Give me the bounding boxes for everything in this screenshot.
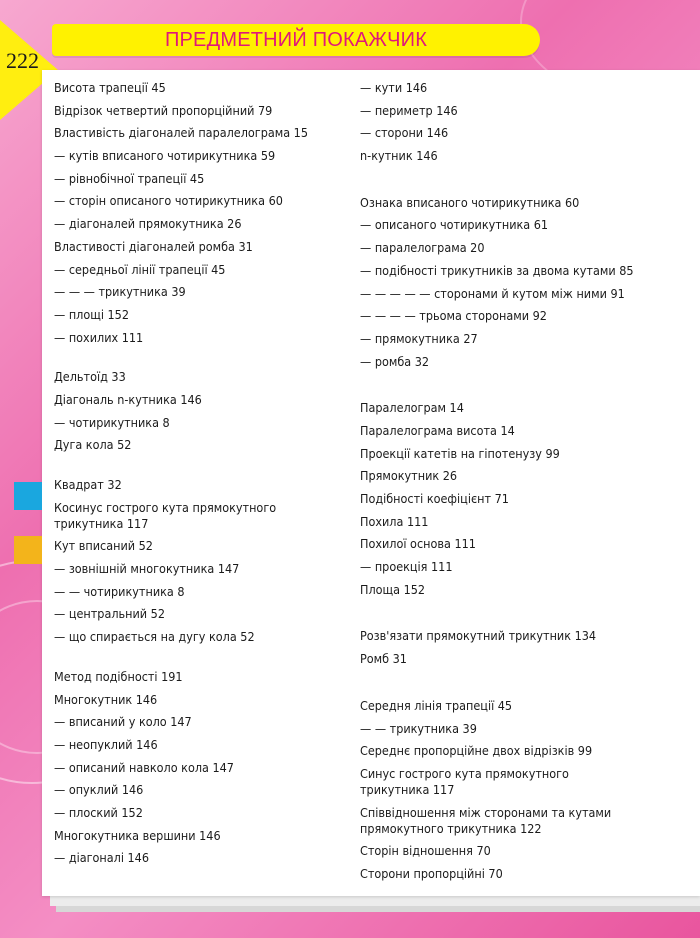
index-entry: — — — трикутника 39 — [54, 284, 186, 300]
index-entry: — — — — — сторонами й кутом між ними 91 — [360, 285, 625, 301]
index-entry: — опуклий 146 — [54, 782, 144, 798]
index-entry: Похилої основа 111 — [360, 536, 476, 552]
index-entry: — неопуклий 146 — [54, 736, 158, 752]
index-entry: Косинус гострого кута прямокутного трикутника 117 — [54, 499, 277, 531]
index-entry: Дуга кола 52 — [54, 437, 132, 453]
index-entry: — периметр 146 — [360, 102, 458, 118]
index-entry: Співвідношення між сторонами та кутами прямокутного трикутника 122 — [360, 804, 612, 836]
index-entry: — вписаний у коло 147 — [54, 714, 192, 730]
index-entry: — що спирається на дугу кола 52 — [54, 629, 255, 645]
index-entry: — середньої лінії трапеції 45 — [54, 261, 226, 277]
index-entry: — — трикутника 39 — [360, 720, 477, 736]
index-entry: — ромба 32 — [360, 353, 430, 369]
index-column-left — [54, 80, 344, 873]
index-entry: Розв'язати прямокутний трикутник 134 — [360, 628, 597, 644]
index-entry: Метод подібності 191 — [54, 668, 183, 684]
index-entry: Квадрат 32 — [54, 477, 122, 492]
index-entry: Властивості діагоналей ромба 31 — [54, 238, 253, 254]
index-entry: Висота трапеції 45 — [54, 80, 166, 95]
index-entry: Паралелограма висота 14 — [360, 422, 515, 438]
index-entry: — кути 146 — [360, 80, 428, 95]
header-banner — [52, 24, 540, 56]
index-entry: — сторін описаного чотирикутника 60 — [54, 193, 283, 209]
index-entry: — — чотирикутника 8 — [54, 583, 185, 599]
index-entry: — описаний навколо кола 147 — [54, 759, 234, 775]
index-entry: — проекція 111 — [360, 559, 453, 575]
index-entry: Площа 152 — [360, 581, 426, 597]
index-entry: Властивість діагоналей паралелограма 15 — [54, 125, 308, 141]
index-entry: — площі 152 — [54, 306, 129, 322]
index-entry: — прямокутника 27 — [360, 330, 478, 346]
index-entry: — центральний 52 — [54, 606, 165, 622]
side-tab-blue — [14, 482, 42, 510]
index-entry: Середня лінія трапеції 45 — [360, 697, 513, 713]
header-title: ПРЕДМЕТНИЙ ПОКАЖЧИК — [164, 28, 428, 51]
index-entry: Проекції катетів на гіпотенузу 99 — [360, 445, 560, 461]
index-entry: Многокутник 146 — [54, 691, 158, 707]
page-number: 222 — [6, 48, 39, 73]
index-entry: — сторони 146 — [360, 125, 449, 141]
index-entry: — чотирикутника 8 — [54, 414, 170, 430]
index-entry: Подібності коефіцієнт 71 — [360, 491, 509, 506]
index-entry: Многокутника вершини 146 — [54, 827, 221, 843]
index-entry: Прямокутник 26 — [360, 468, 458, 484]
index-entry: — описаного чотирикутника 61 — [360, 217, 549, 233]
index-entry: Паралелограм 14 — [360, 400, 464, 416]
index-entry: — діагоналі 146 — [54, 850, 149, 866]
index-entry: Похила 111 — [360, 513, 429, 529]
index-entry: — кутів вписаного чотирикутника 59 — [54, 148, 276, 164]
index-entry: — рівнобічної трапеції 45 — [54, 170, 205, 186]
index-entry: n-кутник 146 — [360, 148, 438, 164]
index-entry: Ознака вписаного чотирикутника 60 — [360, 194, 580, 210]
index-entry: — подібності трикутників за двома кутами 85 — [360, 262, 634, 278]
index-entry: Середнє пропорційне двох відрізків 99 — [360, 743, 593, 759]
index-entry: Сторін відношення 70 — [360, 843, 491, 859]
index-entry: Дельтоїд 33 — [54, 369, 126, 385]
index-entry: — зовнішній многокутника 147 — [54, 561, 240, 577]
index-entry: — похилих 111 — [54, 329, 144, 345]
index-entry: Сторони пропорційні 70 — [360, 865, 503, 881]
index-entry: Відрізок четвертий пропорційний 79 — [54, 102, 273, 118]
index-entry: Кут вписаний 52 — [54, 538, 153, 554]
index-column-right — [360, 80, 690, 889]
index-entry: Ромб 31 — [360, 651, 407, 667]
index-entry: — плоский 152 — [54, 804, 143, 820]
index-entry: — діагоналей прямокутника 26 — [54, 216, 242, 232]
index-entry: — паралелограма 20 — [360, 240, 485, 256]
side-tab-yellow — [14, 536, 42, 564]
index-entry: Синус гострого кута прямокутного трикутника 117 — [360, 765, 569, 797]
index-entry: — — — — трьома сторонами 92 — [360, 308, 547, 324]
index-entry: Діагональ n-кутника 146 — [54, 391, 202, 407]
